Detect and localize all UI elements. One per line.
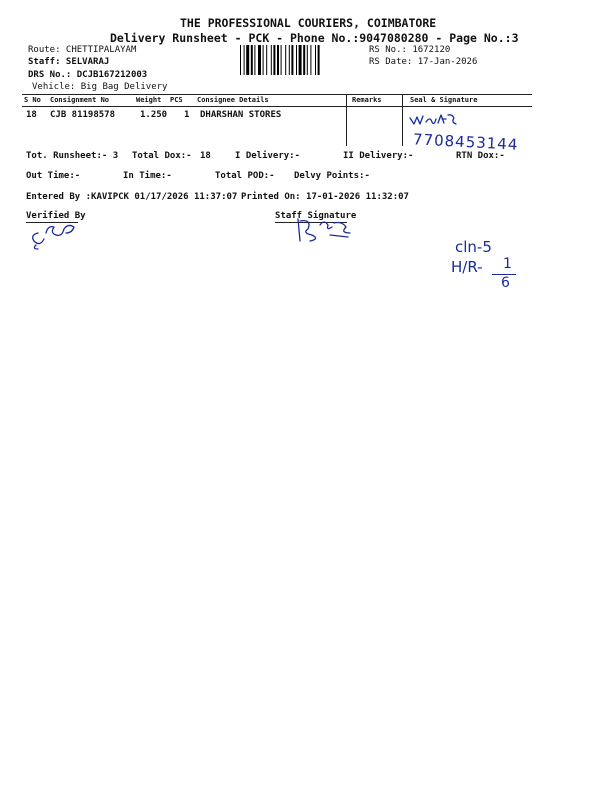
entered-by: Entered By :KAVIPCK 01/17/2026 11:37:07 bbox=[26, 192, 238, 202]
staff-label: Staff: SELVARAJ bbox=[28, 57, 110, 67]
barcode-bar bbox=[266, 45, 267, 75]
col-header-remarks: Remarks bbox=[352, 96, 382, 104]
barcode-bar bbox=[273, 45, 275, 75]
col-header-weight: Weight bbox=[136, 96, 162, 104]
barcode-bar bbox=[251, 45, 253, 75]
i-delivery: I Delivery:- bbox=[235, 151, 301, 161]
staff-handwritten-signature bbox=[290, 213, 360, 245]
table-header-border bbox=[22, 106, 532, 107]
rs-number: RS No.: 1672120 bbox=[369, 45, 451, 55]
barcode-bar bbox=[303, 45, 305, 75]
handwritten-note-denominator: 6 bbox=[501, 275, 510, 291]
total-dox-label: Total Dox:- bbox=[132, 151, 192, 161]
barcode-bar bbox=[244, 45, 245, 75]
barcode-bar bbox=[318, 45, 320, 75]
barcode-bar bbox=[254, 45, 255, 75]
company-title: THE PROFESSIONAL COURIERS, COIMBATORE bbox=[180, 16, 437, 30]
drs-number: DRS No.: DCJB167212003 bbox=[28, 70, 148, 80]
barcode-bar bbox=[258, 45, 261, 75]
barcode-bar bbox=[307, 45, 308, 75]
handwritten-note-numerator: 1 bbox=[503, 256, 512, 272]
printed-on: Printed On: 17-01-2026 11:32:07 bbox=[241, 192, 409, 202]
cell-weight: 1.250 bbox=[140, 110, 168, 120]
rs-date: RS Date: 17-Jan-2026 bbox=[369, 57, 478, 67]
col-header-seal: Seal & Signature bbox=[410, 96, 478, 104]
staff-signature-label: Staff Signature bbox=[275, 211, 357, 221]
total-dox-value: 18 bbox=[200, 151, 211, 161]
cell-consignee: DHARSHAN STORES bbox=[200, 110, 282, 120]
handwritten-note-cln: cln-5 bbox=[455, 238, 492, 256]
recipient-signature bbox=[408, 110, 460, 130]
tot-runsheet: Tot. Runsheet:- 3 bbox=[26, 151, 119, 161]
handwritten-note-hr: H/R- bbox=[451, 258, 483, 276]
barcode-bar bbox=[291, 45, 293, 75]
cell-pcs: 1 bbox=[184, 110, 190, 120]
barcode-bar bbox=[246, 45, 249, 75]
col-header-consignee: Consignee Details bbox=[197, 96, 269, 104]
barcode-bar bbox=[289, 45, 290, 75]
barcode-bar bbox=[299, 45, 302, 75]
cell-sno: 18 bbox=[26, 110, 37, 120]
seal-divider bbox=[402, 94, 403, 146]
barcode-bar bbox=[271, 45, 272, 75]
route-label: Route: CHETTIPALAYAM bbox=[28, 45, 137, 55]
table-top-border bbox=[22, 94, 532, 95]
barcode-bar bbox=[263, 45, 264, 75]
total-pod: Total POD:- bbox=[215, 171, 275, 181]
barcode-bar bbox=[315, 45, 316, 75]
recipient-phone-handwritten: 7708453144 bbox=[412, 130, 519, 154]
ii-delivery: II Delivery:- bbox=[343, 151, 414, 161]
col-header-pcs: PCS bbox=[170, 96, 183, 104]
cell-consignment: CJB 81198578 bbox=[50, 110, 116, 120]
verified-by-label: Verified By bbox=[26, 211, 86, 221]
in-time: In Time:- bbox=[123, 171, 172, 181]
verified-signature bbox=[28, 213, 83, 251]
barcode-bar bbox=[285, 45, 286, 75]
barcode-bar bbox=[281, 45, 282, 75]
barcode-bar bbox=[310, 45, 311, 75]
barcode-bar bbox=[277, 45, 279, 75]
barcode-image bbox=[240, 45, 365, 75]
col-header-sno: S No bbox=[24, 96, 41, 104]
vehicle-label: Vehicle: Big Bag Delivery bbox=[32, 82, 168, 92]
barcode-bar bbox=[296, 45, 297, 75]
col-header-consignment: Consignment No bbox=[50, 96, 110, 104]
barcode-bar bbox=[240, 45, 241, 75]
remarks-divider bbox=[346, 94, 347, 146]
delvy-points: Delvy Points:- bbox=[294, 171, 370, 181]
rtn-dox: RTN Dox:- bbox=[456, 151, 505, 161]
runsheet-subtitle: Delivery Runsheet - PCK - Phone No.:9047080280 - Page No.:3 bbox=[110, 31, 519, 45]
out-time: Out Time:- bbox=[26, 171, 81, 181]
